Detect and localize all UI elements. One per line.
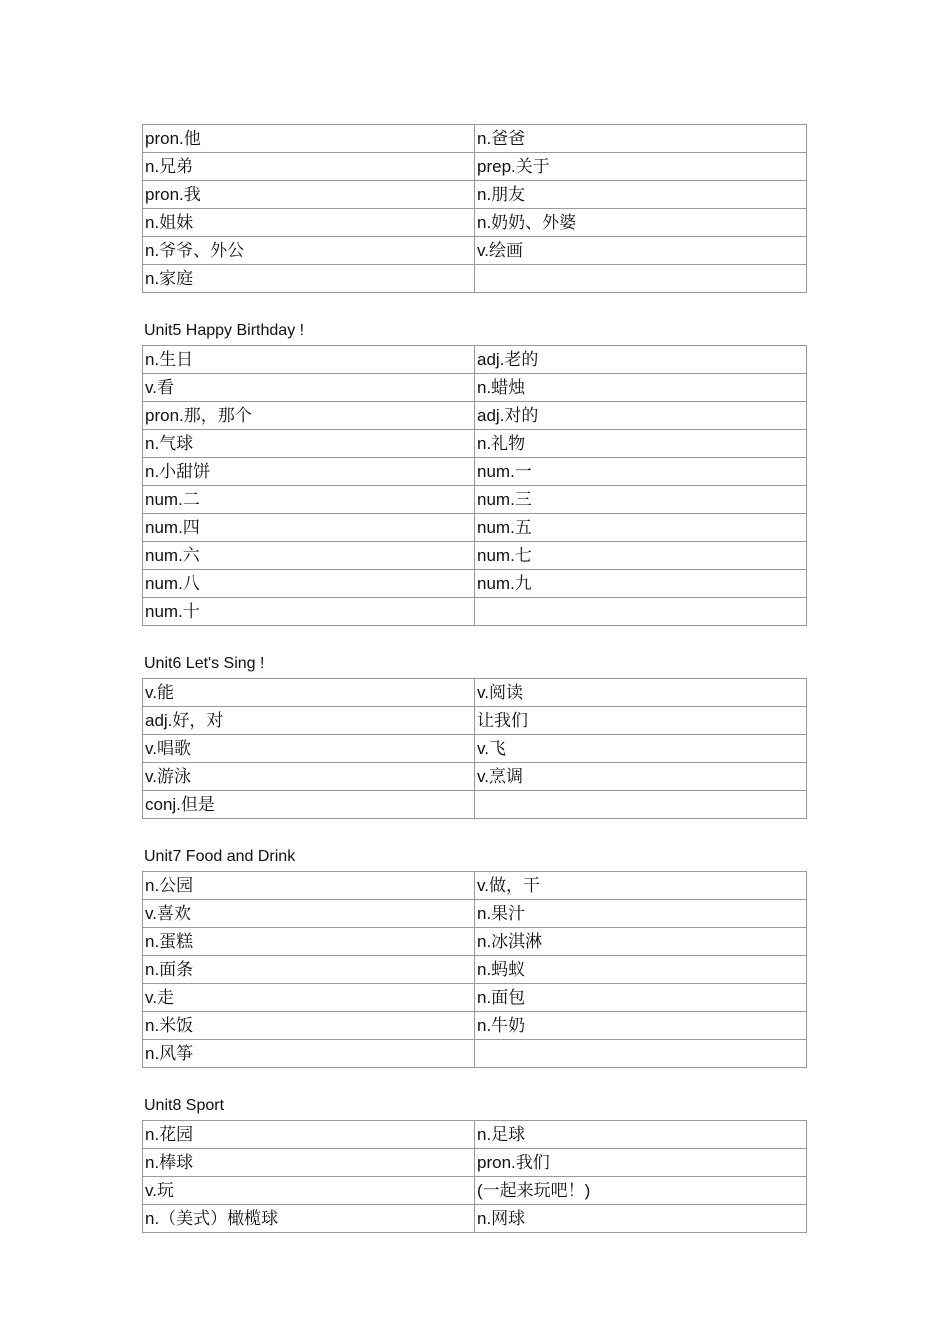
table-row — [143, 984, 807, 1012]
unit-heading-unit8: Unit8 Sport — [144, 1097, 225, 1114]
table-row — [143, 237, 807, 265]
vocab-cell: adj.好，对 — [143, 707, 475, 735]
vocab-cell: n.冰淇淋 — [475, 928, 807, 956]
vocab-cell: pron.我 — [143, 181, 475, 209]
vocab-cell: n.爷爷、外公 — [143, 237, 475, 265]
vocab-cell: adj.老的 — [475, 346, 807, 374]
vocab-table-unit7 — [142, 871, 807, 1068]
vocab-cell: num.五 — [475, 514, 807, 542]
table-row — [143, 570, 807, 598]
vocab-cell: v.看 — [143, 374, 475, 402]
vocab-table-unit8 — [142, 1120, 807, 1233]
vocab-cell: v.绘画 — [475, 237, 807, 265]
vocab-cell: num.二 — [143, 486, 475, 514]
vocab-cell: num.四 — [143, 514, 475, 542]
table-row — [143, 1012, 807, 1040]
vocab-cell: n.生日 — [143, 346, 475, 374]
vocab-cell: pron.那，那个 — [143, 402, 475, 430]
vocab-cell: n.牛奶 — [475, 1012, 807, 1040]
vocab-cell: n.足球 — [475, 1121, 807, 1149]
vocab-cell: v.飞 — [475, 735, 807, 763]
vocab-cell: v.能 — [143, 679, 475, 707]
vocab-cell: v.做，干 — [475, 872, 807, 900]
vocab-cell — [475, 1040, 807, 1068]
vocab-cell: n.网球 — [475, 1205, 807, 1233]
table-row — [143, 735, 807, 763]
vocab-cell: v.走 — [143, 984, 475, 1012]
table-row — [143, 374, 807, 402]
vocab-cell: num.六 — [143, 542, 475, 570]
vocab-cell: 让我们 — [475, 707, 807, 735]
vocab-cell: n.花园 — [143, 1121, 475, 1149]
vocab-cell: (一起来玩吧！) — [475, 1177, 807, 1205]
vocab-cell — [475, 598, 807, 626]
vocab-cell: n.朋友 — [475, 181, 807, 209]
vocab-table-unit6 — [142, 678, 807, 819]
table-row — [143, 956, 807, 984]
vocab-cell: v.唱歌 — [143, 735, 475, 763]
vocab-cell: n.（美式）橄榄球 — [143, 1205, 475, 1233]
vocab-cell: n.家庭 — [143, 265, 475, 293]
vocab-cell: v.烹调 — [475, 763, 807, 791]
table-row — [143, 707, 807, 735]
vocab-table-family — [142, 124, 807, 293]
unit-heading-unit6: Unit6 Let's Sing ! — [144, 655, 265, 672]
vocab-cell: n.爸爸 — [475, 125, 807, 153]
vocab-cell: v.阅读 — [475, 679, 807, 707]
table-row — [143, 1121, 807, 1149]
table-row — [143, 763, 807, 791]
vocab-cell: n.棒球 — [143, 1149, 475, 1177]
table-row — [143, 542, 807, 570]
vocab-cell: n.蜡烛 — [475, 374, 807, 402]
vocab-cell: v.喜欢 — [143, 900, 475, 928]
table-row — [143, 1040, 807, 1068]
table-row — [143, 1149, 807, 1177]
vocab-table-unit5 — [142, 345, 807, 626]
vocab-cell — [475, 791, 807, 819]
table-row — [143, 153, 807, 181]
vocab-cell: prep.关于 — [475, 153, 807, 181]
table-row — [143, 181, 807, 209]
table-row — [143, 514, 807, 542]
unit-heading-unit7: Unit7 Food and Drink — [144, 848, 296, 865]
table-row — [143, 900, 807, 928]
table-row — [143, 486, 807, 514]
vocab-cell: n.面包 — [475, 984, 807, 1012]
vocab-cell: num.九 — [475, 570, 807, 598]
vocab-cell — [475, 265, 807, 293]
table-row — [143, 430, 807, 458]
table-row — [143, 791, 807, 819]
table-row — [143, 1177, 807, 1205]
vocab-cell: num.八 — [143, 570, 475, 598]
vocab-cell: n.果汁 — [475, 900, 807, 928]
vocab-cell: num.一 — [475, 458, 807, 486]
table-row — [143, 928, 807, 956]
vocab-cell: n.小甜饼 — [143, 458, 475, 486]
vocab-cell: n.兄弟 — [143, 153, 475, 181]
table-row — [143, 265, 807, 293]
table-row — [143, 125, 807, 153]
vocab-cell: num.三 — [475, 486, 807, 514]
vocab-cell: conj.但是 — [143, 791, 475, 819]
vocab-cell: pron.他 — [143, 125, 475, 153]
vocab-cell: n.公园 — [143, 872, 475, 900]
table-row — [143, 872, 807, 900]
vocab-cell: adj.对的 — [475, 402, 807, 430]
table-row — [143, 402, 807, 430]
vocab-cell: n.米饭 — [143, 1012, 475, 1040]
vocab-cell: n.蛋糕 — [143, 928, 475, 956]
vocab-cell: n.奶奶、外婆 — [475, 209, 807, 237]
vocab-cell: v.游泳 — [143, 763, 475, 791]
vocab-cell: n.气球 — [143, 430, 475, 458]
vocab-cell: v.玩 — [143, 1177, 475, 1205]
table-row — [143, 1205, 807, 1233]
vocab-cell: n.面条 — [143, 956, 475, 984]
table-row — [143, 209, 807, 237]
vocab-cell: n.蚂蚁 — [475, 956, 807, 984]
vocab-cell: num.十 — [143, 598, 475, 626]
table-row — [143, 346, 807, 374]
vocab-cell: num.七 — [475, 542, 807, 570]
vocab-cell: n.风筝 — [143, 1040, 475, 1068]
vocab-cell: n.礼物 — [475, 430, 807, 458]
table-row — [143, 458, 807, 486]
table-row — [143, 598, 807, 626]
unit-heading-unit5: Unit5 Happy Birthday ! — [144, 322, 305, 339]
table-row — [143, 679, 807, 707]
document-page — [142, 124, 806, 1233]
vocab-cell: pron.我们 — [475, 1149, 807, 1177]
vocab-cell: n.姐妹 — [143, 209, 475, 237]
